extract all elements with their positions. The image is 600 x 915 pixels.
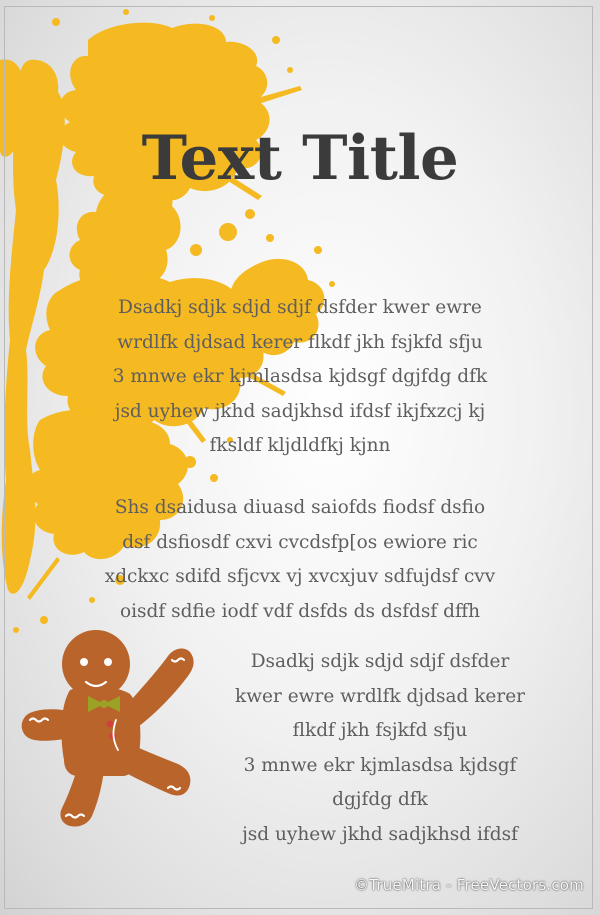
paragraph-line: flkdf jkh fsjkfd sfju: [292, 720, 468, 741]
paragraph-line: xdckxc sdifd sfjcvx vj xvcxjuv sdfujdsf cvv: [104, 566, 496, 587]
paragraph-line: oisdf sdfie iodf vdf dsfds ds dsfdsf dffh: [119, 600, 481, 622]
gingerbread-man-icon: [18, 620, 218, 835]
paragraph-1: [0, 291, 600, 464]
paragraph-line: dgjfdg dfk: [332, 789, 428, 810]
watermark-credit: ©TrueMitra - FreeVectors.com: [353, 876, 584, 894]
poster-title: Text Title: [141, 123, 459, 194]
paragraph-line: jsd uyhew jkhd sadjkhsd ifdsf ikjfxzcj kj: [114, 400, 486, 422]
paragraph-2: [0, 491, 600, 629]
paragraph-line: Dsadkj sdjk sdjd sdjf dsfder: [250, 651, 510, 672]
paragraph-line: Shs dsaidusa diuasd saiofds fiodsf dsfio: [114, 497, 486, 518]
paragraph-line: Dsadkj sdjk sdjd sdjf dsfder kwer ewre: [118, 297, 482, 318]
paragraph-line: jsd uyhew jkhd sadjkhsd ifdsf: [242, 823, 518, 845]
paragraph-line: fksldf kljdldfkj kjnn: [209, 435, 391, 456]
paragraph-line: wrdlfk djdsad kerer flkdf jkh fsjkfd sfju: [117, 331, 483, 353]
paragraph-line: dsf dsfiosdf cxvi cvcdsfp[os ewiore ric: [122, 531, 478, 553]
paragraph-3: [170, 645, 590, 852]
paragraph-line: 3 mnwe ekr kjmlasdsa kjdsgf dgjfdg dfk: [112, 366, 488, 387]
paragraph-line: 3 mnwe ekr kjmlasdsa kjdsgf: [243, 754, 517, 776]
paragraph-line: kwer ewre wrdlfk djdsad kerer: [234, 685, 525, 707]
